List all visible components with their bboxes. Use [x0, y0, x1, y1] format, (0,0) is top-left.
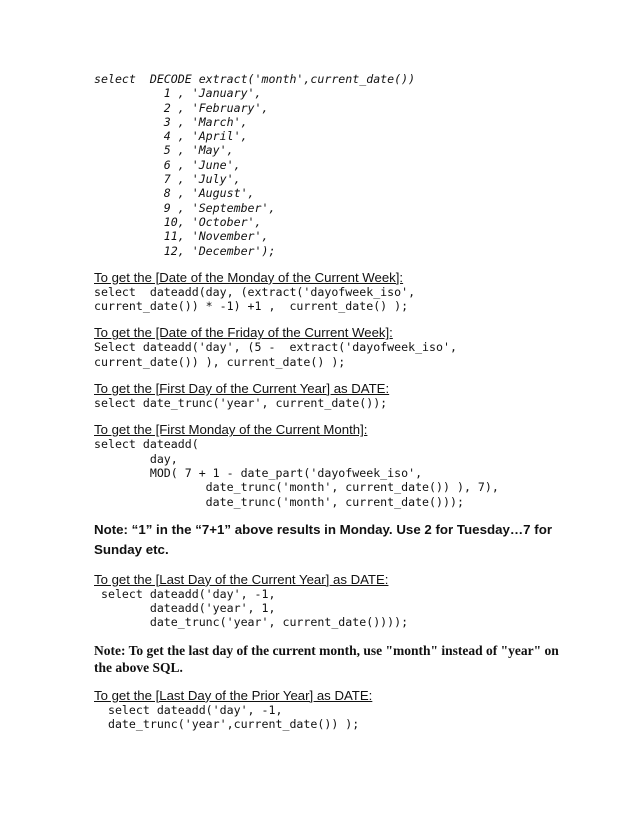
section-heading: To get the [Date of the Friday of the Current Week]:: [94, 325, 393, 341]
code-line: 4 , 'April',: [94, 129, 248, 144]
code-line: current_date()) * -1) +1 , current_date() );: [94, 299, 409, 314]
code-line: date_trunc('month', current_date()) ), 7),: [94, 480, 499, 495]
code-line: 9 , 'September',: [94, 200, 276, 215]
code-line: 12, 'December');: [94, 243, 276, 258]
code-line: date_trunc('year',current_date()) );: [94, 717, 360, 732]
decode-month-sql: [94, 72, 594, 258]
code-line: current_date()) ), current_date() );: [94, 354, 346, 369]
code-line: select dateadd('day', -1,: [94, 586, 276, 601]
code-line: 7 , 'July',: [94, 172, 241, 187]
section-heading: To get the [Last Day of the Prior Year] as DATE:: [94, 687, 373, 703]
section-heading: To get the [Date of the Monday of the Current Week]:: [94, 269, 404, 285]
code-line: 8 , 'August',: [94, 186, 255, 201]
code-line: 2 , 'February',: [94, 100, 269, 115]
code-line: dateadd('year', 1,: [94, 601, 276, 616]
section-heading: To get the [First Day of the Current Year] as DATE:: [94, 381, 390, 397]
code-line: day,: [94, 451, 178, 466]
code-block: [94, 285, 594, 314]
first-monday-current-month-section: [94, 422, 594, 508]
code-line: date_trunc('year', current_date())));: [94, 615, 409, 630]
last-day-current-year-section: [94, 572, 594, 630]
code-block: [94, 72, 594, 258]
code-block: [94, 437, 594, 508]
section-heading: To get the [Last Day of the Current Year] as DATE:: [94, 571, 389, 587]
code-line: select dateadd(: [94, 437, 199, 452]
code-line: 3 , 'March',: [94, 114, 248, 129]
code-block: [94, 703, 594, 732]
code-line: 10, 'October',: [94, 214, 262, 229]
code-block: [94, 340, 594, 369]
code-line: select DECODE extract('month',current_date()): [94, 72, 416, 86]
code-line: select dateadd('day', -1,: [94, 702, 283, 717]
code-line: MOD( 7 + 1 - date_part('dayofweek_iso',: [94, 465, 423, 480]
code-line: 6 , 'June',: [94, 157, 241, 172]
section-heading: To get the [First Monday of the Current Month]:: [94, 422, 368, 438]
code-line: 1 , 'January',: [94, 86, 262, 101]
code-line: Select dateadd('day', (5 - extract('dayofweek_iso',: [94, 340, 457, 355]
note-line: Sunday etc.: [94, 541, 169, 557]
last-day-prior-year-section: [94, 688, 594, 732]
code-line: date_trunc('month', current_date()));: [94, 494, 464, 509]
code-block: [94, 587, 594, 630]
first-day-current-year-section: [94, 381, 594, 410]
code-line: select dateadd(day, (extract('dayofweek_iso',: [94, 284, 416, 299]
friday-current-week-section: [94, 325, 594, 369]
document-page: [94, 72, 594, 743]
monday-current-week-section: [94, 270, 594, 314]
note-line: Note: To get the last day of the current month, use "month" instead of "year" on: [94, 642, 559, 658]
code-block: [94, 396, 594, 410]
code-line: 5 , 'May',: [94, 143, 234, 158]
code-line: 11, 'November',: [94, 229, 269, 244]
last-day-month-note: [94, 642, 594, 676]
note-line: Note: “1” in the “7+1” above results in Monday. Use 2 for Tuesday…7 for: [94, 521, 552, 537]
note-line: the above SQL.: [94, 659, 183, 675]
monday-note: [94, 520, 594, 560]
code-line: select date_trunc('year', current_date());: [94, 396, 388, 411]
